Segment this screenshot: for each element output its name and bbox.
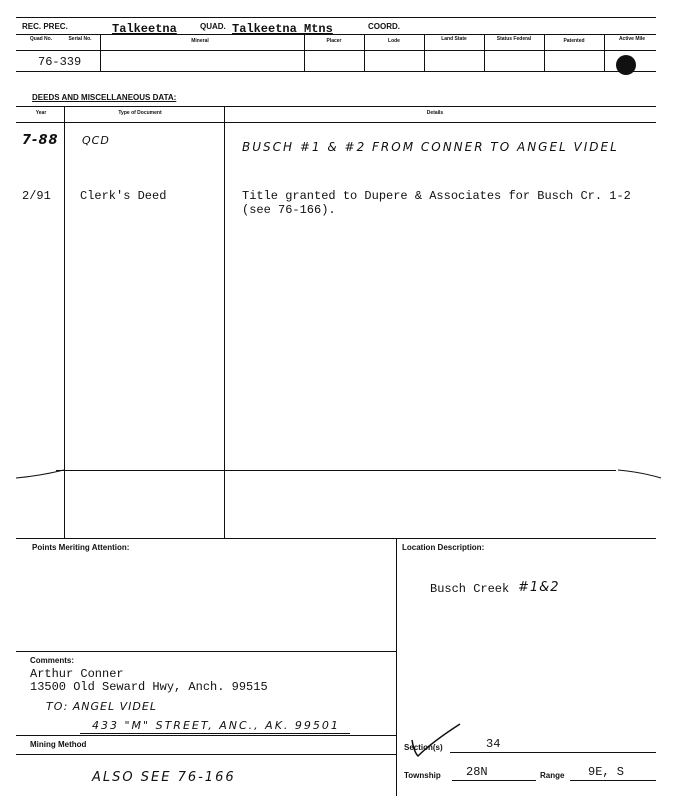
scan-curve-right [616, 466, 676, 486]
points-label: Points Meriting Attention: [32, 543, 130, 552]
location-label: Location Description: [402, 543, 485, 552]
col-mineral: Mineral [191, 38, 209, 44]
section-check-mark [408, 722, 468, 762]
hdr-sep-5 [484, 34, 485, 71]
coord-label: COORD. [368, 22, 400, 31]
quad-value: Talkeetna Mtns [232, 22, 333, 36]
comments-underline [80, 733, 350, 734]
header-row-top [16, 34, 656, 35]
deed-2-type: Clerk's Deed [80, 189, 167, 203]
hdr-sep-1 [100, 34, 101, 71]
location-value: Busch Creek [430, 582, 510, 596]
deeds-col-year: Year [35, 110, 47, 116]
comments-top [16, 651, 396, 652]
mining-label: Mining Method [30, 740, 87, 749]
deed-2-year: 2/91 [22, 189, 51, 203]
rec-prec-label: REC. PREC. [22, 22, 68, 31]
mining-bottom [16, 754, 396, 755]
deeds-header-bottom [16, 122, 656, 123]
deeds-top [16, 106, 656, 107]
range-underline [570, 780, 656, 781]
hdr-sep-2 [304, 34, 305, 71]
township-value: 28N [466, 765, 488, 779]
bottom-divider [396, 538, 397, 796]
hdr-sep-7 [604, 34, 605, 71]
hdr-sep-4 [424, 34, 425, 71]
scan-curve-left [14, 466, 74, 486]
deed-1-year: 7-88 [22, 133, 59, 148]
mining-note: ALSO SEE 76-166 [92, 770, 236, 785]
section-underline [450, 752, 656, 753]
comments-label: Comments: [30, 656, 75, 665]
col-land-state: Land State [441, 36, 467, 42]
deeds-mid-line [56, 470, 616, 471]
header-value-bottom [16, 71, 656, 72]
section-value: 34 [486, 737, 501, 751]
mining-top [16, 735, 396, 736]
township-label: Township [404, 771, 441, 780]
header-row-bottom [16, 50, 656, 51]
col-lode: Lode [388, 38, 400, 44]
hdr-sep-3 [364, 34, 365, 71]
range-value: 9E, S [588, 765, 625, 779]
range-label: Range [540, 771, 565, 780]
col-patented: Patented [563, 38, 585, 44]
deeds-col-type: Type of Document [118, 110, 162, 116]
deeds-col-details: Details [426, 110, 444, 116]
rec-prec-value: Talkeetna [112, 22, 177, 36]
quad-label: QUAD. [200, 22, 226, 31]
deed-2-details: Title granted to Dupere & Associates for Busch Cr. 1-2 [242, 189, 631, 203]
col-quad-no: Quad No. [29, 36, 53, 42]
top-border [16, 17, 656, 18]
col-status-federal: Status Federal [496, 36, 532, 42]
hdr-sep-6 [544, 34, 545, 71]
comments-line-3: TO: ANGEL VIDEL [46, 700, 157, 713]
col-active-mile: Active Mile [618, 36, 646, 42]
col-serial-no: Serial No. [68, 36, 92, 42]
bottom-top [16, 538, 656, 539]
deed-1-details: BUSCH #1 & #2 FROM CONNER TO ANGEL VIDEL [242, 140, 619, 154]
active-dot [616, 55, 636, 75]
deed-2-details-line2: (see 76-166). [242, 203, 336, 217]
comments-line-4: 433 "M" STREET, ANC., AK. 99501 [92, 719, 340, 732]
deeds-section-title: DEEDS AND MISCELLANEOUS DATA: [32, 93, 177, 102]
deeds-sep-2 [224, 106, 225, 538]
col-placer: Placer [326, 38, 342, 44]
township-underline [452, 780, 536, 781]
location-value-hand: #1&2 [518, 580, 560, 595]
comments-line-2: 13500 Old Seward Hwy, Anch. 99515 [30, 680, 268, 694]
comments-line-1: Arthur Conner [30, 667, 124, 681]
section-label: Section(s) [404, 743, 443, 752]
deed-1-type: QCD [82, 134, 110, 147]
serial-value: 76-339 [38, 55, 82, 69]
